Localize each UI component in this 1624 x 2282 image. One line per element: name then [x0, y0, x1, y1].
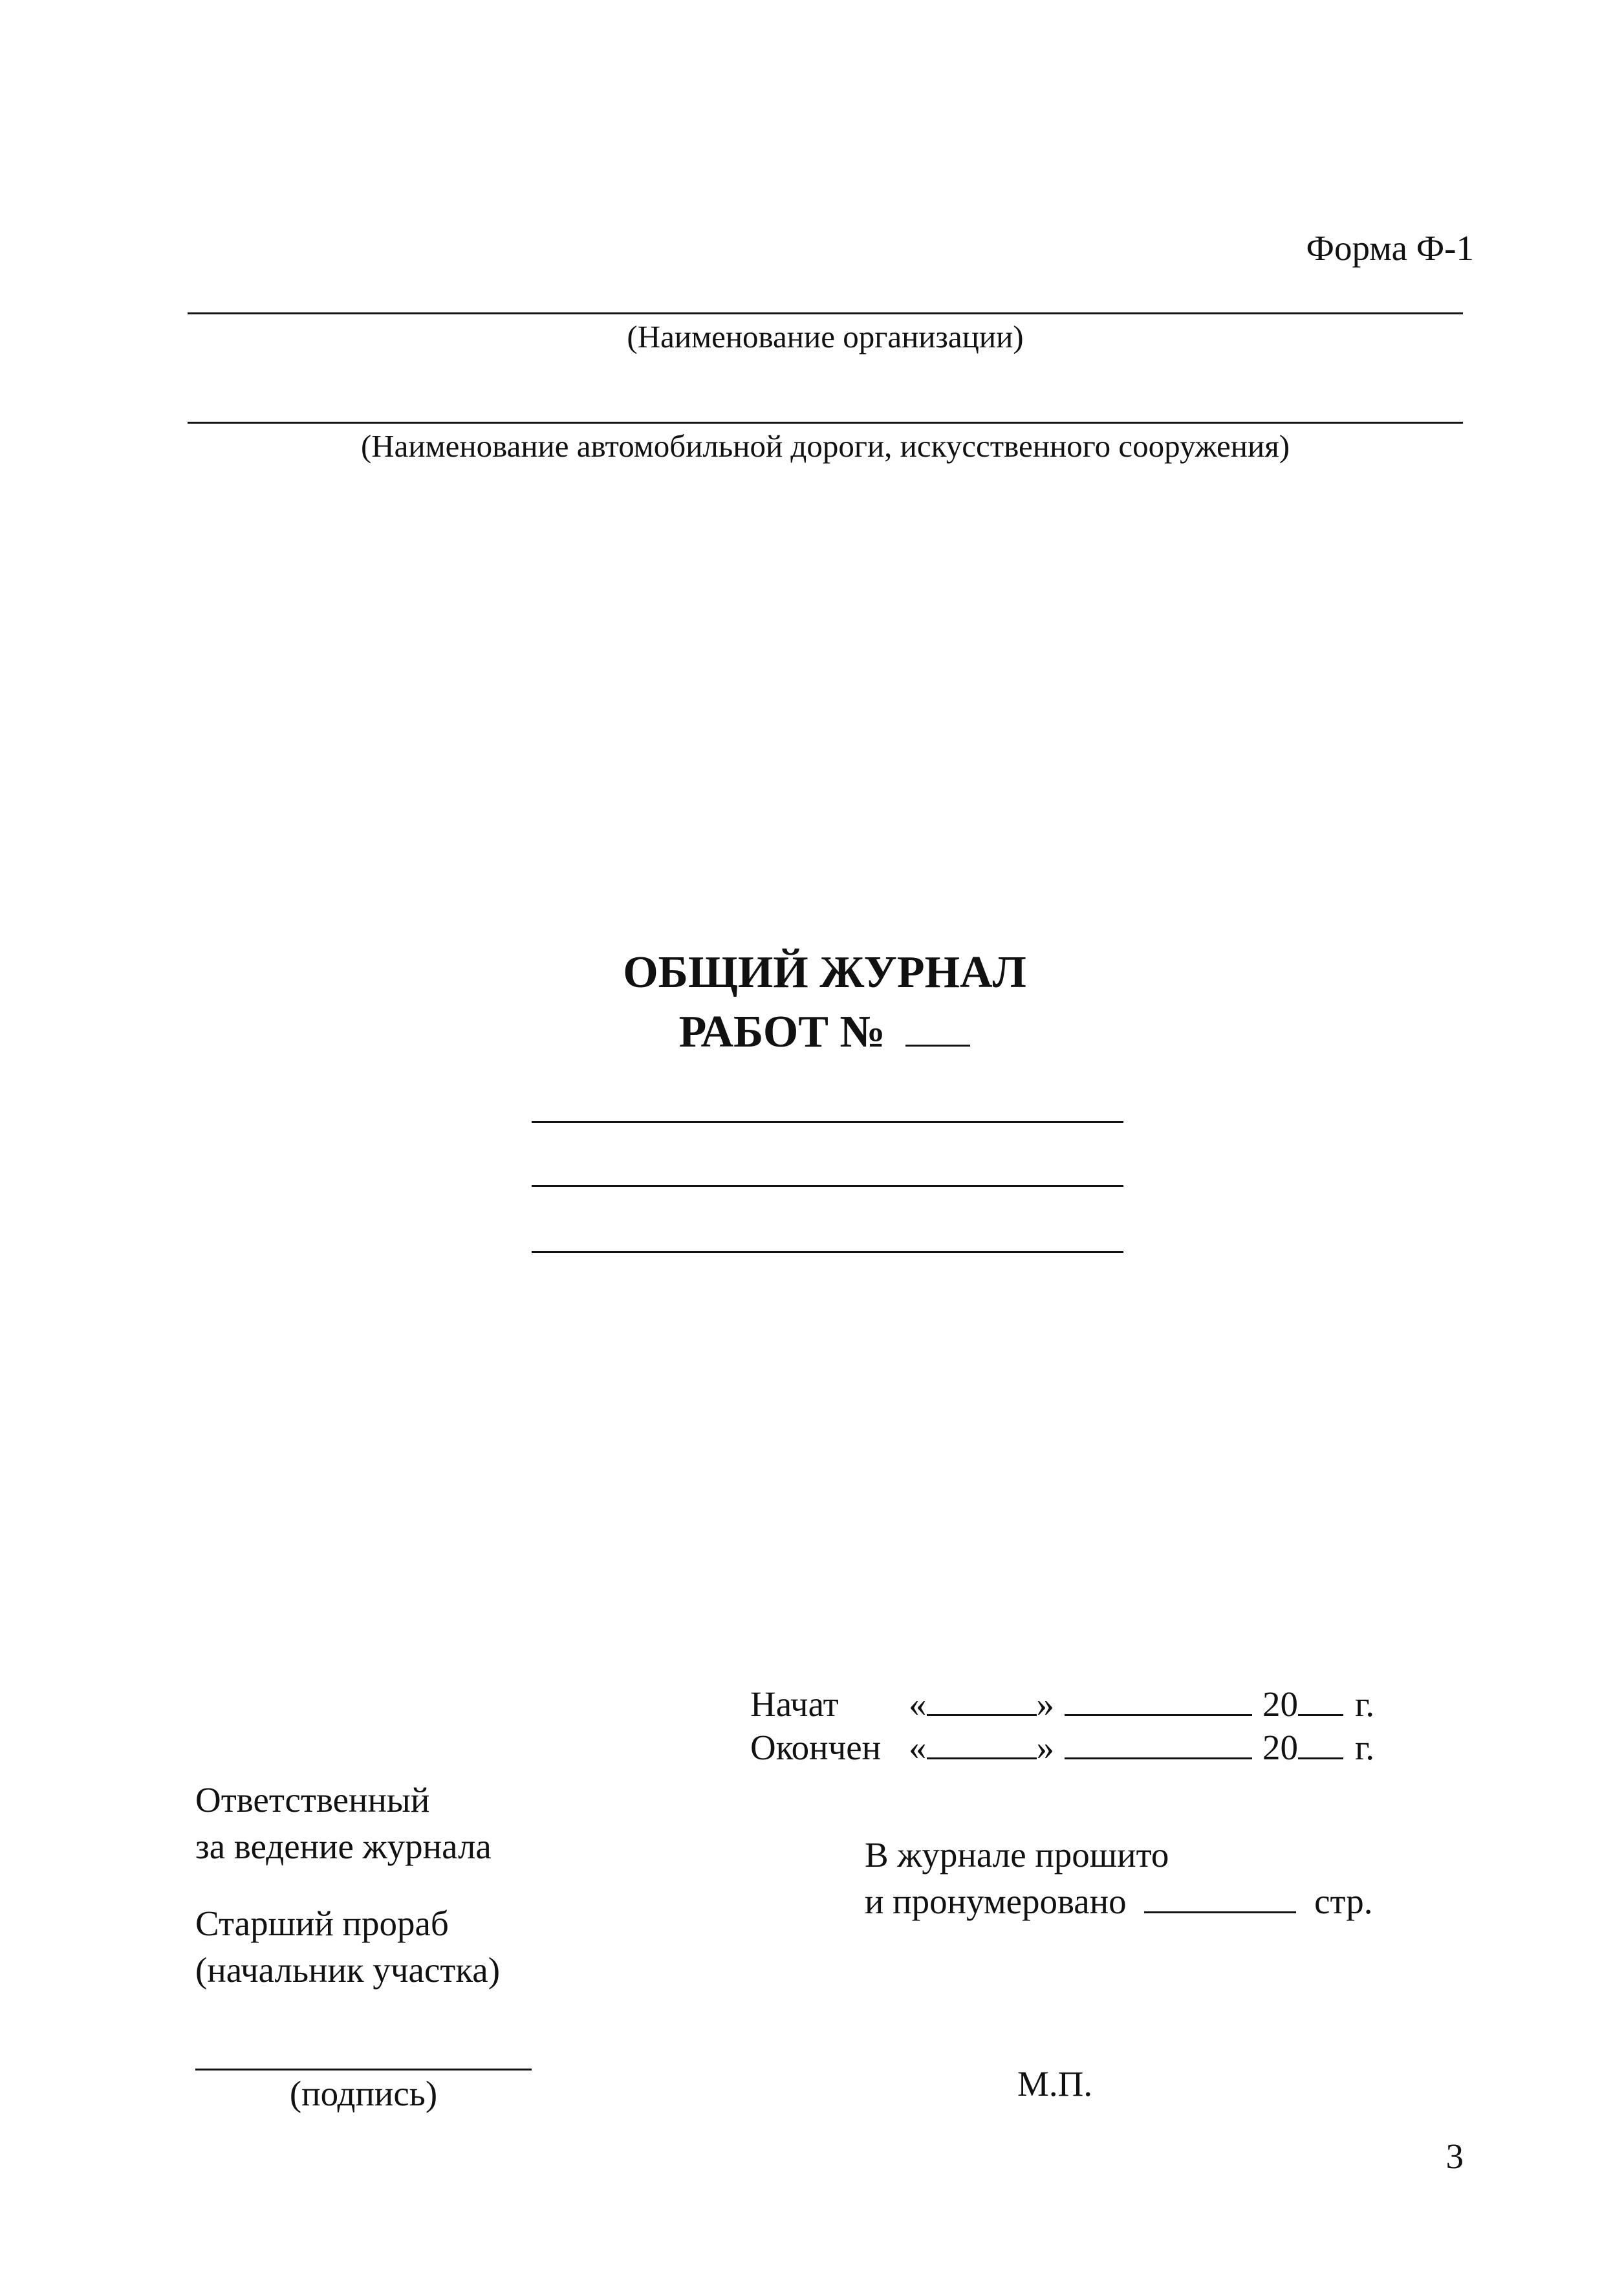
finished-row	[750, 1724, 1374, 1768]
sewn-line-2	[865, 1878, 1373, 1924]
finished-year-suffix: г.	[1355, 1728, 1375, 1767]
finished-year-field[interactable]	[1298, 1724, 1343, 1759]
finished-century: 20	[1262, 1728, 1298, 1767]
started-label: Начат	[750, 1684, 839, 1724]
title-line-2-text: РАБОТ №	[678, 1007, 885, 1057]
form-label: Форма Ф-1	[1306, 228, 1474, 268]
started-year-field[interactable]	[1298, 1680, 1343, 1716]
organization-caption: (Наименование организации)	[627, 319, 1024, 354]
finished-label: Окончен	[750, 1728, 882, 1767]
started-year-suffix: г.	[1355, 1684, 1375, 1724]
journal-number-field[interactable]	[905, 1011, 970, 1047]
signature-line[interactable]	[195, 2069, 532, 2070]
road-name-line[interactable]	[188, 422, 1463, 424]
sewn-block	[865, 1832, 1373, 1924]
sewn-line-2-text: и пронумеровано	[865, 1882, 1127, 1921]
foreman-line-2: (начальник участка)	[195, 1950, 501, 1990]
foreman-block	[195, 1900, 500, 1994]
stamp-placeholder: М.П.	[1017, 2064, 1093, 2103]
journal-title	[453, 943, 1196, 1062]
started-day-field[interactable]	[927, 1680, 1037, 1716]
responsible-block	[195, 1777, 492, 1870]
foreman-line-1: Старший прораб	[195, 1904, 449, 1943]
page-count-field[interactable]	[1144, 1878, 1296, 1913]
started-row	[750, 1680, 1374, 1724]
started-century: 20	[1262, 1684, 1298, 1724]
page-number: 3	[1445, 2136, 1464, 2176]
pages-suffix: стр.	[1314, 1882, 1373, 1921]
title-line-2	[453, 1003, 1196, 1062]
title-blank-line-2[interactable]	[532, 1185, 1123, 1187]
title-line-1: ОБЩИЙ ЖУРНАЛ	[623, 948, 1026, 997]
organization-name-line[interactable]	[188, 312, 1463, 314]
quote-open: «	[909, 1728, 927, 1767]
quote-close: »	[1036, 1684, 1054, 1724]
title-blank-line-1[interactable]	[532, 1121, 1123, 1123]
sewn-line-1: В журнале прошито	[865, 1835, 1169, 1874]
road-caption: (Наименование автомобильной дороги, искусственного сооружения)	[360, 428, 1290, 464]
quote-close: »	[1036, 1728, 1054, 1767]
finished-day-field[interactable]	[927, 1724, 1037, 1759]
started-month-field[interactable]	[1065, 1680, 1252, 1716]
responsible-line-1: Ответственный	[195, 1780, 430, 1820]
quote-open: «	[909, 1684, 927, 1724]
finished-month-field[interactable]	[1065, 1724, 1252, 1759]
title-blank-line-3[interactable]	[532, 1251, 1123, 1253]
signature-caption: (подпись)	[289, 2074, 438, 2113]
responsible-line-2: за ведение журнала	[195, 1827, 492, 1866]
